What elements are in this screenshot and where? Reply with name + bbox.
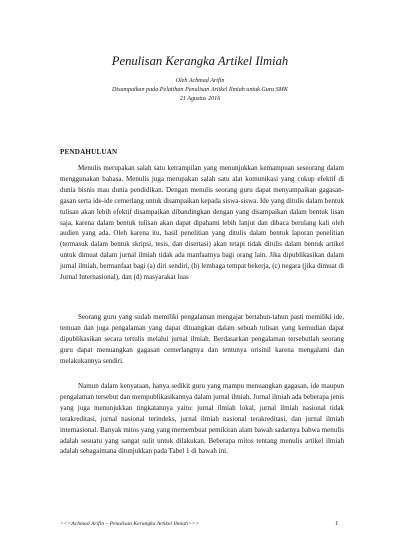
body-paragraph: Seorang guru yang sudah memiliki pengalaman mengajar bertahun-tahun pasti memiliki ide, temuan dan juga pengalaman yang dapat dituangkan dalam sebuah tulisan yang kemudian dapat dipublikasikan secara tertulis melalui jurnal ilmiah. Berdasarkan pengalaman tersebutlah seorang guru dapat menuangkan gagasan cemerlangnya dan tentunya orisinil karena mengalami dan melakukannya sendiri.: [60, 313, 344, 365]
venue-line: Disampaikan pada Pelatihan Penulisan Artikel Ilmiah untuk Guru SMK: [112, 87, 288, 93]
section-heading: PENDAHULUAN: [60, 148, 118, 156]
body-paragraph: Menulis merupakan salah satu ketrampilan yang menunjukkan kemampuan seseorang dalam menggunakan bahasa. Menulis juga merupakan salah satu alat komunikasi yang cukup efektif di dunia bisnis mau dunia pendidikan. Dengan menulis seorang guru dapat menyampaikan gagasan-gasan serta ide-ide cemerlang untuk disampaikan kepada siswa-siswa. Ide yang ditulis dalam bentuk tulisan akan lebih efektif disampaikan dibandingkan dengan yang disampaikan dalam bentuk lisan saja, karena dalam bentuk tulisan akan dapat dipahami lebih lanjut dan dibaca berulang kali oleh audien yang ada. Oleh karena itu, hasil penelitian yang ditulis dalam bentuk laporan penelitian (termasuk dalam bentuk skripsi, tesis, dan disertasi) akan tetapi tidak ditulis dalam bentuk artikel untuk dimuat dalam jurnal ilmiah tidak ada manfaatnya bagi orang lain. Jika dipublikasikan dalam jurnal ilmiah, bermanfaat bagi (a) diri sendiri, (b) lembaga tempat bekerja, (c) negara (jika dimuat di Jurnal Internasional), dan (d) masyarakat luas: [60, 164, 344, 282]
body-paragraph: Namun dalam kenyataan, hanya sedikit guru yang mampu menuangkan gagasan, ide maupun pengalaman tersebut dan mempublikasikannya dalam jurnal ilmiah. Jurnal ilmiah ada beberapa jenis yang juga menunjukkan tingkatannya yaitu: jurnal ilmiah lokal, jurnal ilmiah nasional tidak terakreditasi, jurnal nasional terindeks, jurnal ilmiah nasional terakreditasi, dan jurnal ilmiah internasional. Banyak mitos yang yang memembuat pemikiran alam bawah sadarnya bahwa menulis adalah sesuatu yang sangat sulit untuk dilakukan. Beberapa mitos tentang menulis artikel ilmiah adalah sebagaimana ditunjukkan pada Tabel 1 di bawah ini.: [60, 382, 344, 456]
page-number: 1: [335, 520, 339, 527]
byline: [0, 77, 400, 104]
author-line: Oleh Achmad Arifin: [175, 78, 225, 84]
document-title: Penulisan Kerangka Artikel Ilmiah: [111, 54, 289, 68]
date-line: 21 Agustus 2016: [179, 96, 221, 102]
page-footer: <<<Achmad Arifin – Penulisan Kerangka Artikel Ilmiah>>>: [60, 521, 200, 527]
